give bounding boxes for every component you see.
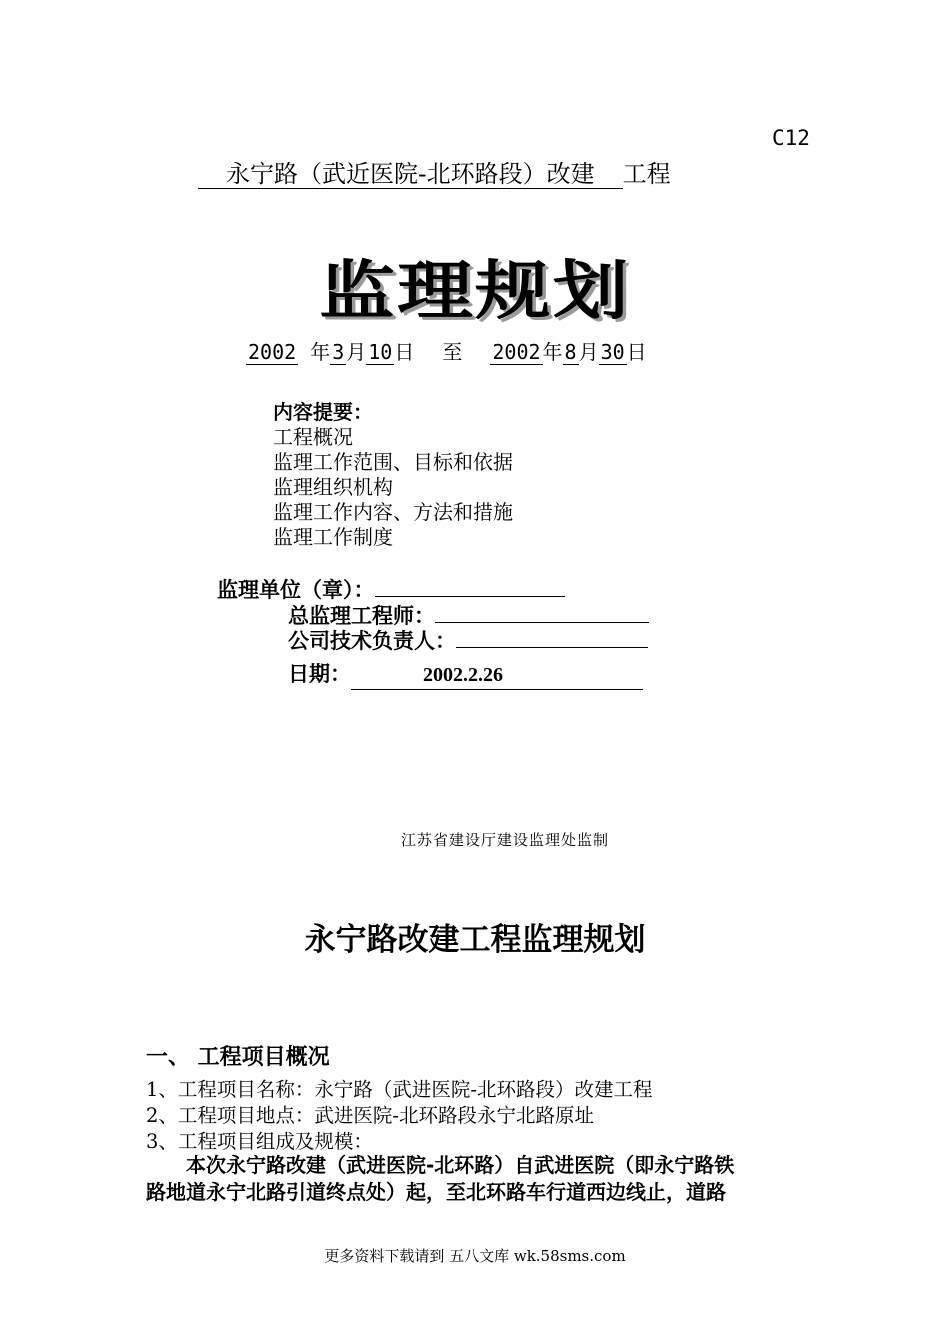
body-paragraph — [146, 1152, 808, 1206]
footer-note: 更多资料下载请到 五八文库 wk.58sms.com — [324, 1247, 626, 1265]
summary-item: 监理工作范围、目标和依据 — [273, 450, 513, 474]
end-year: 2002 — [492, 340, 541, 364]
chief-engineer-label: 总监理工程师： — [288, 604, 435, 628]
tech-lead-blank — [456, 625, 648, 648]
summary-item: 监理工作制度 — [273, 525, 393, 549]
month-char-2: 月 — [578, 340, 599, 364]
summary-item: 监理组织机构 — [273, 475, 393, 499]
supervision-period — [246, 338, 647, 366]
end-day: 30 — [600, 340, 625, 364]
paragraph-line: 本次永宁路改建（武进医院-北环路）自武进医院（即永宁路铁 — [186, 1153, 735, 1177]
content-summary — [273, 400, 513, 550]
end-month: 8 — [564, 340, 577, 364]
summary-item: 工程概况 — [273, 425, 353, 449]
document-title: 永宁路改建工程监理规划 — [304, 922, 646, 958]
project-info-item: 2、工程项目地点：武进医院-北环路段永宁北路原址 — [146, 1104, 594, 1127]
year-char-2: 年 — [542, 340, 563, 364]
project-info-item: 1、工程项目名称：永宁路（武进医院-北环路段）改建工程 — [146, 1078, 653, 1101]
to-char: 至 — [442, 340, 463, 364]
month-char: 月 — [346, 340, 367, 364]
year-char: 年 — [310, 340, 331, 364]
main-title: 监理规划 — [319, 255, 631, 329]
start-day: 10 — [368, 340, 393, 364]
date-label: 日期： — [288, 662, 351, 686]
project-name: 永宁路（武近医院-北环路段）改建 — [198, 160, 623, 189]
project-info-item: 3、工程项目组成及规模： — [146, 1130, 373, 1153]
tech-lead-field — [288, 625, 648, 655]
day-char: 日 — [394, 340, 415, 364]
paragraph-line: 路地道永宁北路引道终点处）起，至北环路车行道西边线止，道路 — [146, 1180, 726, 1204]
form-code: C12 — [772, 126, 810, 150]
day-char-2: 日 — [626, 340, 647, 364]
project-suffix: 工程 — [622, 160, 671, 188]
project-info-list — [146, 1077, 653, 1155]
start-month: 3 — [332, 340, 345, 364]
chief-engineer-blank — [435, 600, 649, 623]
start-year: 2002 — [248, 340, 297, 364]
date-field — [288, 660, 643, 690]
issuer: 江苏省建设厅建设监理处监制 — [401, 831, 610, 849]
summary-item: 监理工作内容、方法和措施 — [273, 500, 513, 524]
tech-lead-label: 公司技术负责人： — [288, 629, 456, 653]
section-heading: 一、 工程项目概况 — [146, 1045, 330, 1070]
supervision-unit-label: 监理单位（章）： — [217, 578, 375, 602]
summary-heading: 内容提要： — [273, 400, 373, 424]
supervision-unit-blank — [375, 574, 565, 597]
project-title-line — [198, 158, 671, 190]
date-value: 2002.2.26 — [423, 664, 503, 686]
